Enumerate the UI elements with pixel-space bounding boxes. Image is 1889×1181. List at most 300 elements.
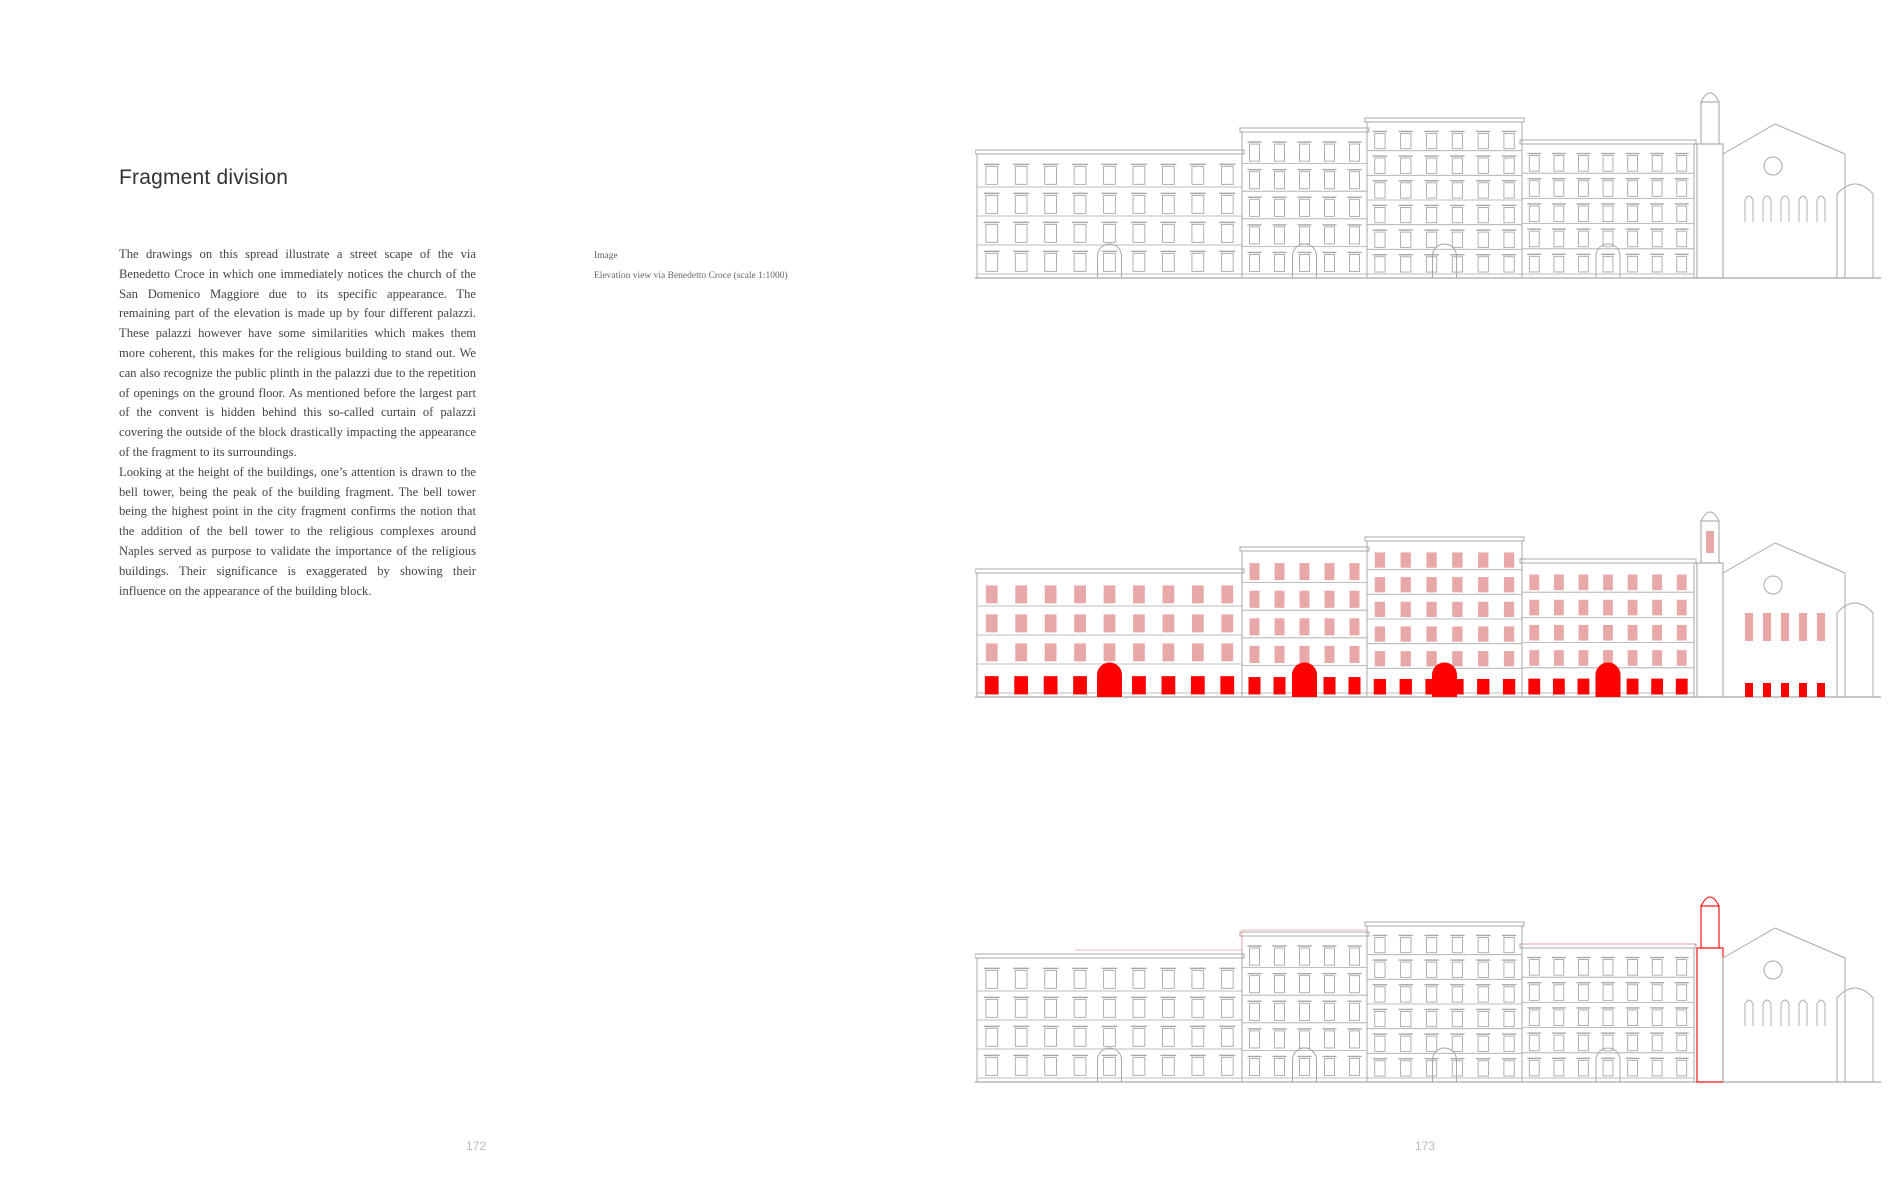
church-facade [1723,928,1845,1082]
window [1652,256,1662,272]
church-window [1799,1000,1807,1026]
window [1452,987,1462,1002]
window [1192,224,1204,242]
window [1628,1010,1638,1026]
window [1554,206,1564,222]
window [1579,1010,1589,1026]
window-opening [1350,618,1360,635]
window-opening [1529,575,1539,591]
window [1452,207,1462,222]
window [1652,1010,1662,1026]
rose-window [1764,576,1782,594]
window [1375,1011,1385,1026]
window [1074,195,1086,213]
page-number-right: 173 [1415,1139,1436,1153]
window [1478,133,1488,148]
window [1452,962,1462,977]
window-opening [1628,650,1638,666]
window [1300,199,1310,216]
window [1452,232,1462,247]
window [1133,253,1145,271]
window-opening [1554,650,1564,666]
window-opening [1325,618,1335,635]
window [1045,970,1057,988]
window [1192,195,1204,213]
window-opening [1677,600,1687,616]
window-opening [1074,585,1086,603]
height-profile-line [1075,930,1367,950]
window-opening [1250,646,1260,663]
window [1677,960,1687,976]
window [1104,1057,1116,1075]
window [986,1028,998,1046]
window-opening [986,585,998,603]
window-opening [1163,585,1175,603]
window [1104,1028,1116,1046]
window [1221,166,1233,184]
window [1504,207,1514,222]
window [1045,166,1057,184]
window [1375,937,1385,952]
window-opening [1300,646,1310,663]
window [1074,970,1086,988]
window-opening [1603,625,1613,641]
caption-label: Image [594,251,618,261]
window [1603,960,1613,976]
window [1529,231,1539,247]
window [1677,1010,1687,1026]
window [1603,1010,1613,1026]
window [1350,1031,1360,1048]
church-window [1745,1000,1753,1026]
window-opening [1603,600,1613,616]
window [1652,231,1662,247]
window-opening [1250,563,1260,580]
window-opening [1163,614,1175,632]
image-caption [594,246,788,286]
window [1529,181,1539,197]
window-opening [1677,625,1687,641]
window-opening [1478,602,1488,617]
ground-opening [1014,676,1028,694]
window [1426,1011,1436,1026]
church-window [1799,613,1807,641]
church-apse [1837,603,1873,697]
palazzo-1-cornice [975,954,1244,958]
window [1426,158,1436,173]
church-ground-opening [1763,683,1771,697]
window-opening [1045,643,1057,661]
window [1579,231,1589,247]
window [1045,253,1057,271]
window [1104,166,1116,184]
window [1529,985,1539,1001]
window [1478,232,1488,247]
church-window [1781,1000,1789,1026]
window-opening [1133,643,1145,661]
window [1375,987,1385,1002]
church-window [1817,613,1825,641]
window [1104,970,1116,988]
window-opening [1325,646,1335,663]
window [1375,183,1385,198]
window [1603,1060,1613,1076]
ground-opening [1503,679,1515,695]
window-opening [1074,614,1086,632]
window-opening [1504,602,1514,617]
ground-opening [985,676,999,694]
bell-tower-dome [1701,897,1719,906]
window [1192,1028,1204,1046]
window [1603,156,1613,172]
window [1401,183,1411,198]
window-opening [1015,643,1027,661]
height-profile-line [1522,944,1697,948]
window-opening [1452,651,1462,666]
window [1045,1057,1057,1075]
window-opening [986,643,998,661]
window [1554,181,1564,197]
portal-arch [1098,663,1122,697]
window-opening [1221,585,1233,603]
window-opening [1275,618,1285,635]
window [1045,224,1057,242]
church-window [1763,613,1771,641]
window [986,970,998,988]
window [1579,985,1589,1001]
portal-arch [1293,663,1317,697]
window-opening [1133,585,1145,603]
window [1275,1003,1285,1020]
window-opening [1300,563,1310,580]
window [1628,181,1638,197]
window [1504,1011,1514,1026]
window [1677,231,1687,247]
window-opening [1275,646,1285,663]
window-opening [1504,626,1514,641]
window-opening [1426,602,1436,617]
window-opening [1426,626,1436,641]
window [1133,999,1145,1017]
window [1325,1031,1335,1048]
palazzo-2-cornice [1240,932,1369,936]
window-opening [1452,577,1462,592]
window [1677,1060,1687,1076]
window-opening [1192,614,1204,632]
window-opening [1452,626,1462,641]
window [1250,227,1260,244]
window [1325,1003,1335,1020]
church-window [1745,196,1753,222]
window [1554,960,1564,976]
window [1478,962,1488,977]
window-opening [1677,575,1687,591]
window [1350,1003,1360,1020]
church-ground-opening [1745,683,1753,697]
window [1015,1057,1027,1075]
window [1579,1060,1589,1076]
window-opening [1133,614,1145,632]
window [1628,156,1638,172]
window [1325,172,1335,189]
window-opening [1250,591,1260,608]
window [1133,166,1145,184]
window [1504,133,1514,148]
window [1401,937,1411,952]
window-opening [1677,650,1687,666]
window-opening [1375,552,1385,567]
window-opening [1401,651,1411,666]
window [1163,1057,1175,1075]
window-opening [1325,563,1335,580]
window-opening [1478,552,1488,567]
window [986,253,998,271]
window-opening [1221,643,1233,661]
window-opening [1478,651,1488,666]
rose-window [1764,157,1782,175]
ground-opening [1651,679,1663,695]
window [1163,166,1175,184]
window [1504,1061,1514,1076]
window [1628,1035,1638,1051]
window [1375,1036,1385,1051]
window [1192,1057,1204,1075]
window [1478,158,1488,173]
window-opening [1375,577,1385,592]
ground-opening [1400,679,1412,695]
window [1221,1057,1233,1075]
window [1275,172,1285,189]
window [1628,960,1638,976]
window [1350,172,1360,189]
window [1401,987,1411,1002]
window [1375,207,1385,222]
window [986,224,998,242]
church-window [1781,196,1789,222]
window [1350,199,1360,216]
window-opening [1579,625,1589,641]
portal-arch [1098,244,1122,278]
window-opening [1375,651,1385,666]
window [1221,970,1233,988]
window-opening [1478,626,1488,641]
window [1628,985,1638,1001]
window [1504,257,1514,272]
window [1192,970,1204,988]
ground-opening [1324,677,1336,694]
window [1554,231,1564,247]
window [1325,227,1335,244]
bell-tower-dome [1701,93,1719,102]
ground-opening [1274,677,1286,694]
ground-opening [1676,679,1688,695]
window [1192,253,1204,271]
window-opening [1300,618,1310,635]
window [1579,156,1589,172]
ground-opening [1220,676,1234,694]
window [1221,1028,1233,1046]
window [1015,195,1027,213]
palazzo-1-cornice [975,569,1244,573]
bell-tower-belfry [1701,102,1719,144]
window [1221,224,1233,242]
window [1350,254,1360,271]
window [1401,962,1411,977]
window-opening [1325,591,1335,608]
window [1325,1058,1335,1075]
window [1504,962,1514,977]
ground-opening [1191,676,1205,694]
window [1045,999,1057,1017]
window [1104,224,1116,242]
window [1250,1058,1260,1075]
palazzo-3-cornice [1365,922,1524,926]
window [1325,948,1335,965]
window-opening [1015,614,1027,632]
church-ground-opening [1817,683,1825,697]
window-opening [1275,563,1285,580]
window-opening [1221,614,1233,632]
window-opening [1504,552,1514,567]
ground-opening [1578,679,1590,695]
window [1015,999,1027,1017]
window [1133,1028,1145,1046]
window [1652,1035,1662,1051]
window-opening [1350,646,1360,663]
ground-opening [1044,676,1058,694]
window [1133,1057,1145,1075]
window-opening [1529,650,1539,666]
window [1250,1003,1260,1020]
window-opening [1554,575,1564,591]
window-opening [1375,626,1385,641]
window-opening [1478,577,1488,592]
window-opening [1628,575,1638,591]
window [1074,224,1086,242]
window [1250,199,1260,216]
window [1504,987,1514,1002]
window [1375,257,1385,272]
church-window [1781,613,1789,641]
window [1275,1058,1285,1075]
window [986,1057,998,1075]
elevation-drawing-plinth-highlight [975,503,1883,703]
window-opening [1163,643,1175,661]
church-window [1763,196,1771,222]
window [1652,206,1662,222]
window-opening [1529,625,1539,641]
window [1603,985,1613,1001]
window [1133,195,1145,213]
window-opening [1350,563,1360,580]
palazzo-4-cornice [1520,944,1696,948]
window [1015,253,1027,271]
window [1401,207,1411,222]
window [1504,183,1514,198]
window [1375,232,1385,247]
window-opening [1074,643,1086,661]
window [1074,1057,1086,1075]
portal-arch [1433,663,1457,697]
bell-tower-dome [1701,512,1719,521]
window-opening [1350,591,1360,608]
window [1325,199,1335,216]
window-opening [986,614,998,632]
window [1452,158,1462,173]
window [1300,144,1310,161]
window [1192,166,1204,184]
window [1529,156,1539,172]
window [1554,1035,1564,1051]
window [1478,1061,1488,1076]
window [1275,227,1285,244]
window [1350,227,1360,244]
window [1426,987,1436,1002]
window [1603,181,1613,197]
church-window [1763,1000,1771,1026]
window-opening [1375,602,1385,617]
window [1579,256,1589,272]
window-opening [1628,625,1638,641]
window [1401,257,1411,272]
window [1275,144,1285,161]
window [1478,1036,1488,1051]
window [1478,1011,1488,1026]
ground-opening [1349,677,1361,694]
elevation-drawing-bell-tower-highlight [975,888,1883,1088]
window [1250,254,1260,271]
window [1478,937,1488,952]
window [1325,254,1335,271]
window [1603,256,1613,272]
window-opening [1401,626,1411,641]
palazzo-3-cornice [1365,118,1524,122]
window [986,999,998,1017]
window [1529,1035,1539,1051]
window-opening [1426,651,1436,666]
window [1325,144,1335,161]
bell-tower-belfry [1701,906,1719,948]
window [1652,181,1662,197]
window [1015,970,1027,988]
window [1300,948,1310,965]
window [1300,227,1310,244]
window [1452,1036,1462,1051]
window-opening [1300,591,1310,608]
church-window [1799,196,1807,222]
window [1426,937,1436,952]
window [1074,999,1086,1017]
window [1452,133,1462,148]
window [1375,1061,1385,1076]
window [1554,156,1564,172]
window [1652,156,1662,172]
window [1426,962,1436,977]
palazzo-4-outline [1522,144,1694,278]
window [1300,1003,1310,1020]
window [1478,257,1488,272]
window [1579,1035,1589,1051]
belfry-opening [1706,531,1714,553]
portal-arch [1293,1048,1317,1082]
window-opening [1192,585,1204,603]
window [1401,1011,1411,1026]
window [1504,1036,1514,1051]
church-ground-opening [1781,683,1789,697]
window [1426,133,1436,148]
window-opening [1015,585,1027,603]
window [1325,976,1335,993]
